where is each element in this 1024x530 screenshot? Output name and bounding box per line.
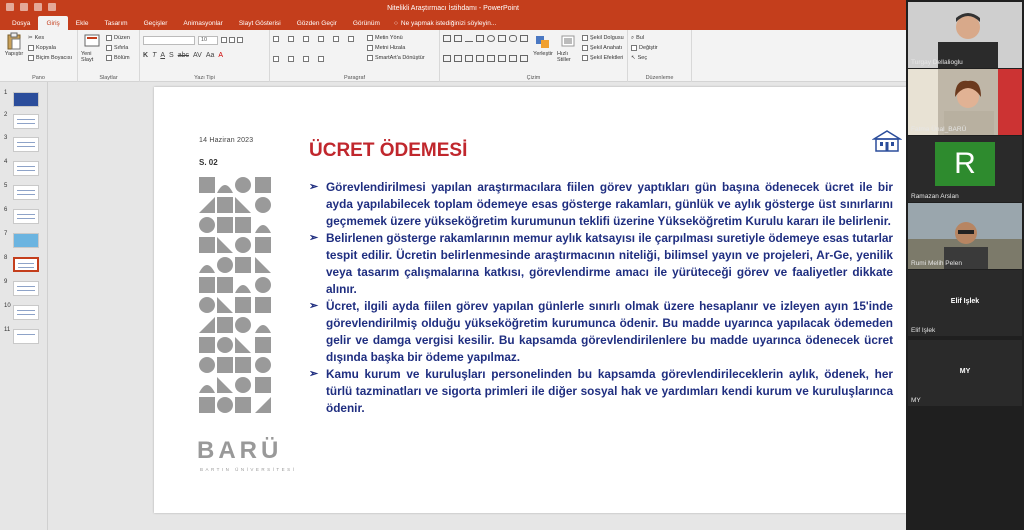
paragraph-group [270, 30, 440, 82]
shape-outline-button[interactable] [582, 44, 624, 52]
thumb-preview [13, 185, 39, 200]
slide-number: S. 02 [199, 158, 218, 167]
cursor-icon: ↖ [631, 55, 636, 61]
copy-label: Kopyala [36, 45, 56, 51]
workspace [0, 82, 906, 530]
shape-rounded-icon[interactable] [509, 35, 517, 42]
font-group [140, 30, 270, 82]
copy-icon [28, 45, 34, 51]
bold-icon[interactable]: K [143, 52, 149, 59]
thumb-number: 11 [4, 327, 11, 333]
select-label: Seç [637, 55, 648, 61]
thumb-preview [13, 257, 39, 272]
drawing-group-label: Çizim [526, 75, 541, 81]
participant-name: Fatma Ünal_BARÜ [911, 126, 967, 133]
bullet-item [309, 366, 893, 417]
tab-home[interactable]: Giriş [38, 16, 67, 30]
shadow-icon[interactable]: S [169, 52, 174, 59]
slides-group [78, 30, 140, 82]
participant-tile[interactable] [908, 69, 1022, 135]
effects-icon [582, 55, 588, 61]
new-slide-icon [84, 32, 100, 50]
slide-thumb[interactable] [4, 231, 46, 251]
ribbon-tabs [0, 16, 906, 30]
shape-star-icon[interactable] [520, 35, 528, 42]
university-logo-subtitle: BARTIN ÜNİVERSİTESİ [200, 467, 297, 472]
quick-styles-icon [560, 32, 576, 50]
arrow-bullet-icon: ➢ [309, 368, 319, 380]
shape-line-icon[interactable] [465, 35, 473, 42]
participant-tile[interactable] [908, 2, 1022, 68]
thumb-number: 4 [4, 159, 8, 165]
align-right-icon[interactable] [303, 56, 309, 62]
bullet-text: Kamu kurum ve kuruluşları personelinden bu kapsamda görevlendirileceklerin aylık, ödenek, her türlü tazminatları ve sigorta primleri ile diğer sosyal hak ve yardımları kendi kurum ve kuruluşlarınca ödenir. [326, 367, 893, 415]
replace-label: Değiştir [639, 45, 658, 51]
font-color-icon[interactable]: A [218, 52, 224, 59]
paste-label: Yapıştır [4, 51, 24, 57]
font-group-label: Yazı Tipi [194, 75, 215, 81]
tell-me-text: Ne yapmak istediğinizi söyleyin... [400, 20, 497, 27]
slide-thumb[interactable] [4, 112, 46, 132]
thumb-preview [13, 281, 39, 296]
reset-button[interactable] [106, 44, 130, 52]
italic-icon[interactable]: T [152, 52, 157, 59]
participant-display-name: MY [959, 368, 971, 375]
thumb-number: 8 [4, 255, 8, 261]
quick-access-toolbar [6, 3, 56, 11]
shape-effects-label: Şekil Efektleri [590, 55, 624, 61]
new-slide-label: Yeni Slayt [81, 51, 94, 63]
thumb-preview [13, 233, 39, 248]
redo-icon[interactable] [34, 3, 42, 11]
slide-thumb-active[interactable] [4, 255, 46, 275]
shape-fill-button[interactable] [582, 34, 624, 42]
building-icon [872, 129, 902, 153]
slide-thumb[interactable] [4, 183, 46, 203]
quick-styles-label: Hızlı Stiller [557, 51, 571, 63]
tab-file[interactable]: Dosya [12, 20, 31, 27]
smartart-icon [367, 55, 373, 61]
smartart-label: SmartArt'a Dönüştür [375, 55, 425, 61]
thumb-preview [13, 161, 39, 176]
undo-icon[interactable] [20, 3, 28, 11]
participant-tile[interactable] [908, 203, 1022, 269]
thumb-number: 3 [4, 135, 8, 141]
editing-group-label: Düzenleme [645, 75, 674, 81]
slide-title: ÜCRET ÖDEMESİ [309, 140, 468, 161]
arrange-icon [535, 32, 551, 50]
select-button[interactable] [631, 54, 658, 62]
underline-icon[interactable]: A [160, 52, 166, 59]
thumb-number: 7 [4, 231, 8, 237]
thumb-preview [13, 92, 39, 107]
decrease-indent-icon[interactable] [303, 36, 309, 42]
strikethrough-icon[interactable]: abc [177, 52, 189, 59]
text-direction-button[interactable] [367, 34, 425, 42]
thumb-number: 6 [4, 207, 8, 213]
align-text-label: Metni Hizala [375, 45, 406, 51]
scissors-icon: ✂ [28, 35, 33, 41]
bullet-list [309, 179, 893, 417]
participant-tile[interactable] [908, 136, 1022, 202]
align-text-icon [367, 45, 373, 51]
tell-me-box[interactable] [388, 16, 502, 30]
clipboard-group-label: Pano [32, 75, 45, 81]
participant-name: Elif Işlek [911, 327, 936, 334]
shape-outline-label: Şekil Anahatı [590, 45, 623, 51]
slide-date: 14 Haziran 2023 [199, 137, 254, 144]
participant-display-name: Elif Işlek [950, 298, 980, 305]
align-center-icon[interactable] [288, 56, 294, 62]
align-text-button[interactable] [367, 44, 425, 52]
new-slide-button[interactable] [81, 32, 103, 72]
shape-rect-icon[interactable] [454, 35, 462, 42]
clipboard-group [0, 30, 78, 82]
shape-moon-icon[interactable] [498, 55, 506, 62]
fill-bucket-icon [582, 35, 588, 41]
layout-icon [106, 35, 112, 41]
format-painter-label: Biçim Boyacısı [36, 55, 73, 61]
slide-thumb[interactable] [4, 90, 46, 110]
editing-group [628, 30, 692, 82]
brush-icon [28, 55, 34, 61]
shape-cube-icon[interactable] [509, 55, 517, 62]
thumb-number: 10 [4, 303, 11, 309]
tab-slideshow[interactable]: Slayt Gösterisi [238, 20, 281, 27]
shape-more-icon[interactable] [520, 55, 528, 62]
participant-name: Turgay Dellalioglu [911, 59, 963, 66]
slide-thumb[interactable] [4, 303, 46, 323]
shape-brace-icon[interactable] [443, 55, 451, 62]
paste-button[interactable] [3, 32, 25, 72]
slide-canvas[interactable] [154, 87, 912, 513]
bullet-item [309, 298, 893, 366]
bullet-item [309, 179, 893, 230]
lightbulb-icon: ○ [393, 20, 398, 27]
arrow-bullet-icon: ➢ [309, 300, 319, 312]
title-bar [0, 0, 906, 16]
bullet-text: Ücret, ilgili ayda fiilen görev yapılan günlerle sınırlı olmak üzere hesaplanır ve izleyen ayın 15'inde görevlendirilmiş olduğu yükseköğretim kurumunca ödenir. Bu madde uyarınca yapılacak ödemeden gelir ve damga vergisi kesilir. Bu kapsamda görevlendirilenlere bu madde uyarınca ödenecek ücret dışında başka bir ödeme yapılmaz. [326, 299, 893, 364]
magnifier-icon: ⌕ [631, 34, 635, 41]
text-direction-icon [367, 35, 373, 41]
shape-bolt-icon[interactable] [487, 55, 495, 62]
shape-fill-label: Şekil Dolgusu [590, 35, 624, 41]
slide-thumb[interactable] [4, 159, 46, 179]
slides-group-label: Slaytlar [99, 75, 118, 81]
shape-callout-icon[interactable] [465, 55, 473, 62]
shapes-gallery[interactable] [443, 32, 529, 72]
bullet-item [309, 230, 893, 298]
start-slideshow-icon[interactable] [48, 3, 56, 11]
case-icon[interactable]: Aa [205, 52, 215, 59]
participant-name: Rumi Melih Pelen [911, 260, 962, 267]
drawing-group [440, 30, 628, 82]
columns-icon[interactable] [348, 36, 354, 42]
bullet-text: Görevlendirilmesi yapılan araştırmacılara fiilen görev yaptıkları gün başına ödenecek ücret ile bir ayda yapılabilecek toplam ödemeye esas gösterge rakamları, günlük ve aylık gösterge üst sınırlarını geçmemek üzere yükseköğretim kurumunun teklifi üzerine Yükseköğretim Kurulu kararı ile belirlenir. [326, 180, 893, 228]
thumb-preview [13, 137, 39, 152]
tab-view[interactable]: Görünüm [352, 20, 380, 27]
shape-textbox-icon[interactable] [443, 35, 451, 42]
section-icon [106, 55, 112, 61]
line-spacing-icon[interactable] [333, 36, 339, 42]
thumb-preview [13, 329, 39, 344]
tab-design[interactable]: Tasarım [104, 20, 128, 27]
thumb-preview [13, 114, 39, 129]
find-label: Bul [636, 35, 645, 41]
cut-label: Kes [34, 35, 45, 41]
tab-transitions[interactable]: Geçişler [143, 20, 168, 27]
video-gallery [906, 0, 1024, 530]
save-icon[interactable] [6, 3, 14, 11]
thumb-number: 2 [4, 112, 8, 118]
replace-button[interactable] [631, 44, 658, 52]
thumb-number: 9 [4, 279, 8, 285]
participant-name: Ramazan Arslan [911, 193, 959, 200]
shape-triangle-icon[interactable] [498, 35, 506, 42]
slide-thumb[interactable] [4, 327, 46, 347]
participant-name: MY [911, 397, 921, 404]
font-size-input[interactable]: 10 [198, 36, 218, 45]
arrow-bullet-icon: ➢ [309, 232, 319, 244]
section-label: Bölüm [114, 55, 130, 61]
replace-icon [631, 45, 637, 51]
thumb-preview [13, 305, 39, 320]
slide-thumbnails [0, 82, 48, 530]
shrink-font-icon[interactable] [229, 37, 235, 43]
university-logo: BARÜ [197, 437, 283, 464]
bullets-icon[interactable] [273, 36, 279, 42]
participant-tile[interactable] [908, 340, 1022, 406]
font-name-input[interactable] [143, 36, 195, 45]
thumb-number: 5 [4, 183, 8, 189]
arrange-label: Yerleştir [533, 51, 553, 57]
window-title: Nitelikli Araştırmacı İstihdamı - PowerPoint [387, 4, 519, 12]
justify-icon[interactable] [318, 56, 324, 62]
align-left-icon[interactable] [273, 56, 279, 62]
slide-thumb[interactable] [4, 135, 46, 155]
reset-icon [106, 45, 112, 51]
numbering-icon[interactable] [288, 36, 294, 42]
paste-icon [6, 32, 22, 50]
copy-button[interactable] [28, 44, 72, 52]
participant-avatar: R [935, 142, 995, 186]
shape-arrow-icon[interactable] [476, 35, 484, 42]
tab-review[interactable]: Gözden Geçir [296, 20, 337, 27]
slide-thumb[interactable] [4, 207, 46, 227]
tab-insert[interactable]: Ekle [75, 20, 89, 27]
section-button[interactable] [106, 54, 130, 62]
find-button[interactable] [631, 34, 658, 42]
thumb-preview [13, 209, 39, 224]
slide-thumb[interactable] [4, 279, 46, 299]
decorative-pattern [199, 177, 271, 429]
shape-effects-button[interactable] [582, 54, 624, 62]
shape-heart-icon[interactable] [476, 55, 484, 62]
tab-animations[interactable]: Animasyonlar [183, 20, 223, 27]
spacing-icon[interactable]: AV [192, 52, 202, 59]
arrange-button[interactable] [532, 32, 554, 72]
shape-oval-icon[interactable] [487, 35, 495, 42]
thumb-number: 1 [4, 90, 8, 96]
increase-indent-icon[interactable] [318, 36, 324, 42]
participant-tile[interactable] [908, 270, 1022, 336]
arrow-bullet-icon: ➢ [309, 181, 319, 193]
shape-arrow2-icon[interactable] [454, 55, 462, 62]
ribbon [0, 30, 906, 82]
grow-font-icon[interactable] [221, 37, 227, 43]
text-direction-label: Metin Yönü [375, 35, 403, 41]
layout-label: Düzen [114, 35, 130, 41]
clear-format-icon[interactable] [237, 37, 243, 43]
pen-icon [582, 45, 588, 51]
smartart-button[interactable] [367, 54, 425, 62]
cut-button[interactable] [28, 34, 72, 42]
reset-label: Sıfırla [114, 45, 129, 51]
bullet-text: Belirlenen gösterge rakamlarının memur aylık katsayısı ile çarpılması suretiyle ödemeye esas tutarlar tespit edilir. Ücretin belirlenmesinde araştırmacının niteliği, bilimsel yayın ve projeleri, Ar-Ge, yenilik veya tasarım çalışmalarına katkısı, görevlendirme amacı ile yürüteceği görev ve faaliyetler dikkate alınır. [326, 231, 893, 296]
layout-button[interactable] [106, 34, 130, 42]
quick-styles-button[interactable] [557, 32, 579, 72]
paragraph-group-label: Paragraf [343, 75, 366, 81]
format-painter-button[interactable] [28, 54, 72, 62]
